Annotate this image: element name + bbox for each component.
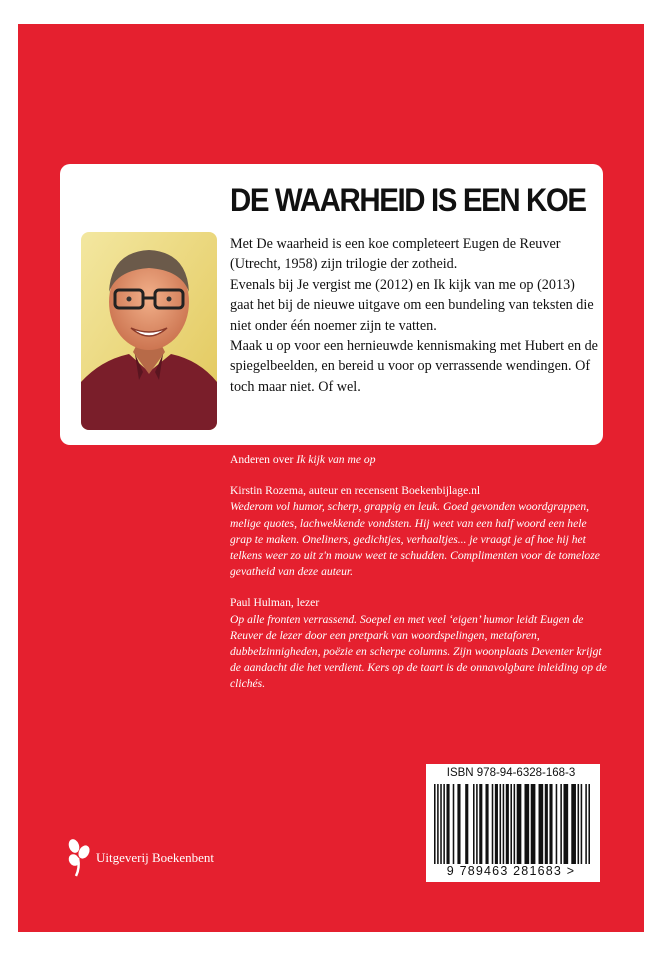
barcode-bar [539, 784, 544, 864]
barcode [426, 764, 600, 882]
reviews-heading-title: Ik kijk van me op [296, 453, 376, 466]
barcode-bar [556, 784, 558, 864]
barcode-bar [510, 784, 512, 864]
publisher [66, 838, 214, 878]
barcode-bar [571, 784, 576, 864]
blurb-paragraph: Evenals bij Je vergist me (2012) en Ik kijk van me op (2013) gaat het bij de nieuwe uitgave om een bundeling van teksten die niet onder één noemer zijn te vatten. [230, 276, 594, 334]
barcode-bar [503, 784, 505, 864]
reviews-heading [230, 452, 610, 468]
barcode-bar [506, 784, 509, 864]
barcode-bar [492, 784, 494, 864]
book-title: DE WAARHEID IS EEN KOE [230, 182, 586, 218]
review-text: Op alle fronten verrassend. Soepel en met veel ‘eigen’ humor leidt Eugen de Reuver de lezer door een pretpark van woordspelingen, metaforen, dubbelzinnigheden, poëzie en scherpe columns. Zijn woonplaats Deventer krijgt de aandacht die het verdient. Kers op de taart is de onnavolgbare inleiding op de clichés. [230, 612, 607, 691]
barcode-bar [517, 784, 522, 864]
barcode-bar [446, 784, 449, 864]
barcode-bar [453, 784, 455, 864]
isbn-label: ISBN 978-94-6328-168-3 [446, 767, 576, 779]
author-photo [81, 232, 217, 430]
barcode-bar [531, 784, 536, 864]
barcode-bar [437, 784, 439, 864]
barcode-bar [473, 784, 475, 864]
barcode-bar [495, 784, 498, 864]
barcode-bar [585, 784, 587, 864]
barcode-bar [581, 784, 583, 864]
barcode-bar [465, 784, 468, 864]
blurb-paragraph: Met De waarheid is een koe completeert Eugen de Reuver (Utrecht, 1958) zijn trilogie der zotheid. [230, 236, 561, 273]
publisher-name: Uitgeverij Boekenbent [96, 850, 215, 865]
barcode-bars [434, 784, 590, 864]
blurb-paragraph: Maak u op voor een hernieuwde kennismaking met Hubert en de spiegelbeelden, en bereid u voor op verrassende wendingen. Of toch maar niet. Of wel. [230, 338, 598, 395]
barcode-bar [434, 784, 436, 864]
book-blurb [230, 234, 598, 397]
barcode-bar [514, 784, 516, 864]
barcode-bar [563, 784, 568, 864]
flower-icon [66, 838, 92, 878]
review-text: Wederom vol humor, scherp, grappig en leuk. Goed gevonden woordgrappen, melige quotes, lachwekkende vondsten. Hij weet van een half woord een hele grap te maken. Oneliners, gedichtjes, verhaaltjes... je vraagt je af hoe hij het telkens weer zo uit z'n mouw weet te schudden. Complimenten voor de tomeloze gevatheid van deze auteur. [230, 500, 600, 579]
review-author: Paul Hulman, lezer [230, 596, 320, 610]
reviews-heading-prefix: Anderen over [230, 453, 297, 466]
barcode-bar [476, 784, 478, 864]
barcode-bar [578, 784, 580, 864]
barcode-bar [524, 784, 529, 864]
barcode-bar [443, 784, 445, 864]
barcode-bar [485, 784, 488, 864]
reviews-section [230, 452, 610, 693]
barcode-bar [479, 784, 482, 864]
barcode-digits: 9 789463 281683 > [446, 864, 576, 878]
barcode-bar [440, 784, 442, 864]
barcode-bar [545, 784, 548, 864]
barcode-bar [549, 784, 552, 864]
review-author: Kirstin Rozema, auteur en recensent Boekenbijlage.nl [230, 484, 481, 498]
barcode-bar [588, 784, 590, 864]
barcode-bar [500, 784, 502, 864]
barcode-bar [560, 784, 562, 864]
barcode-bar [457, 784, 460, 864]
